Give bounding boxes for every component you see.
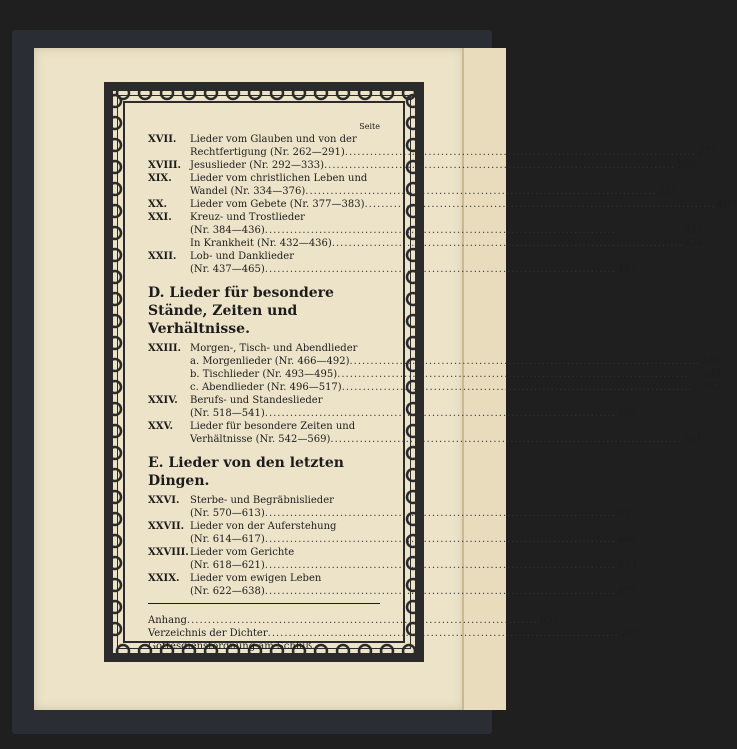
- toc-line: [190, 342, 722, 355]
- entry-text: [190, 172, 677, 198]
- toc-line-text: (Nr. 437—465): [190, 264, 265, 275]
- toc-line: [148, 614, 560, 627]
- page-number: 591: [683, 434, 703, 445]
- page-number: 697: [539, 615, 560, 626]
- page-number: 569: [617, 408, 637, 419]
- toc-entry: [148, 211, 704, 250]
- toc-line: [148, 640, 380, 653]
- toc-line-text: (Nr. 622—638): [190, 586, 265, 597]
- toc-line-text: Verhältnisse (Nr. 542—569): [190, 434, 331, 445]
- toc-line: [190, 433, 703, 446]
- toc-line-text: In Krankheit (Nr. 432—436): [190, 238, 332, 249]
- toc-line: [190, 546, 637, 559]
- toc-line-text: (Nr. 618—621): [190, 560, 265, 571]
- entry-text: [190, 198, 737, 211]
- knot-loop: [109, 95, 121, 107]
- toc-line: [190, 159, 696, 172]
- toc-line: [190, 198, 737, 211]
- dot-leader: [345, 146, 696, 159]
- knot-loop: [109, 447, 121, 459]
- entry-text: [190, 211, 704, 250]
- toc-line-text: Lieder von der Auferstehung: [190, 521, 337, 532]
- dot-leader: [265, 263, 616, 276]
- table-of-contents: [148, 122, 737, 653]
- toc-line-text: Lieder vom Gerichte: [190, 547, 295, 558]
- toc-line-text: Berufs- und Standeslieder: [190, 395, 323, 406]
- knot-loop: [109, 139, 121, 151]
- knot-loop: [381, 645, 393, 657]
- toc-entry: [148, 546, 637, 572]
- knot-loop: [109, 425, 121, 437]
- divider: [148, 603, 380, 604]
- toc-line: [148, 627, 640, 640]
- page-number: 679: [617, 586, 637, 597]
- dot-leader: [349, 355, 700, 368]
- entry-text: [190, 572, 637, 598]
- dot-leader: [268, 627, 619, 640]
- knot-loop: [109, 359, 121, 371]
- dot-leader: [305, 185, 656, 198]
- dot-leader: [337, 368, 700, 381]
- knot-loop: [109, 469, 121, 481]
- page-number: 673: [617, 560, 637, 571]
- toc-line: [190, 146, 717, 159]
- toc-line: [190, 585, 637, 598]
- dot-leader: [330, 433, 681, 446]
- knot-loop: [109, 249, 121, 261]
- toc-line: [190, 507, 637, 520]
- toc-line: [190, 420, 703, 433]
- dot-leader: [265, 407, 616, 420]
- toc-line-text: Lieder für besondere Zeiten und: [190, 421, 356, 432]
- knot-loop: [109, 161, 121, 173]
- toc-entry: [148, 159, 697, 172]
- toc-line: [190, 407, 637, 420]
- section-heading-d: D. Lieder für besondere Stände, Zeiten und Verhältnisse.: [148, 285, 334, 337]
- toc-entry: [148, 420, 703, 446]
- appendix-list: [148, 614, 640, 653]
- knot-loop: [205, 87, 217, 99]
- toc-line: [190, 533, 637, 546]
- toc-line-text: b. Tischlieder (Nr. 493—495): [190, 369, 338, 380]
- roman-numeral: XVII.: [148, 134, 177, 145]
- roman-numeral: XXVI.: [148, 495, 180, 506]
- toc-entry: [148, 172, 678, 198]
- toc-line: [190, 559, 637, 572]
- toc-entry: [148, 494, 637, 520]
- toc-line: [190, 520, 637, 533]
- section-heading-e: E. Lieder von den letzten Dingen.: [148, 455, 344, 489]
- toc-line-text: Lieder vom Glauben und von der: [190, 134, 357, 145]
- toc-line-text: Gottesdienstordnung am Schluß.: [148, 641, 316, 652]
- entry-text: [190, 420, 703, 446]
- page-number: 271: [697, 147, 717, 158]
- toc-line-text: (Nr. 570—613): [190, 508, 265, 519]
- entry-text: [190, 159, 696, 172]
- page-number: 545: [702, 369, 722, 380]
- toc-line-text: Jesuslieder (Nr. 292—333): [190, 160, 324, 171]
- toc-line-text: Rechtfertigung (Nr. 262—291): [190, 147, 345, 158]
- dot-leader: [187, 614, 538, 627]
- toc-entry: [148, 520, 637, 546]
- knot-loop: [407, 293, 419, 305]
- toc-entry: [148, 342, 722, 394]
- knot-loop: [109, 403, 121, 415]
- knot-loop: [407, 469, 419, 481]
- knot-loop: [109, 227, 121, 239]
- dot-leader: [265, 533, 616, 546]
- knot-loop: [227, 87, 239, 99]
- dot-leader: [265, 559, 616, 572]
- page-number: 713: [620, 628, 640, 639]
- knot-loop: [407, 315, 419, 327]
- dot-leader: [265, 585, 616, 598]
- page-number: 547: [702, 382, 722, 393]
- toc-line-text: Lieder vom ewigen Leben: [190, 573, 322, 584]
- knot-loop: [109, 535, 121, 547]
- toc-line: [190, 172, 677, 185]
- toc-line-text: a. Morgenlieder (Nr. 466—492): [190, 356, 350, 367]
- knot-loop: [183, 87, 195, 99]
- toc-line-text: Kreuz- und Trostlieder: [190, 212, 305, 223]
- toc-line-text: (Nr. 614—617): [190, 534, 265, 545]
- knot-loop: [359, 87, 371, 99]
- knot-loop: [109, 513, 121, 525]
- knot-loop: [139, 87, 151, 99]
- knot-loop: [117, 645, 129, 657]
- toc-line-text: Anhang: [148, 615, 187, 626]
- knot-loop: [109, 579, 121, 591]
- knot-loop: [109, 623, 121, 635]
- roman-numeral: XXII.: [148, 251, 177, 262]
- entry-text: [190, 250, 637, 276]
- toc-line: [190, 355, 722, 368]
- roman-numeral: XXV.: [148, 421, 174, 432]
- knot-loop: [109, 293, 121, 305]
- page-number: 519: [702, 356, 722, 367]
- page-number: 357: [658, 186, 678, 197]
- roman-numeral: XIX.: [148, 173, 172, 184]
- knot-loop: [403, 645, 415, 657]
- knot-loop: [109, 117, 121, 129]
- roman-numeral: XXVIII.: [148, 547, 189, 558]
- knot-loop: [109, 557, 121, 569]
- dot-leader: [265, 507, 616, 520]
- toc-entry: [148, 572, 637, 598]
- toc-entry: [148, 250, 637, 276]
- page-number: 617: [617, 508, 637, 519]
- page-number: 409: [717, 199, 737, 210]
- toc-line-text: Verzeichnis der Dichter: [148, 628, 268, 639]
- knot-loop: [109, 271, 121, 283]
- page-number: 417: [684, 225, 704, 236]
- entry-text: [190, 394, 637, 420]
- dot-leader: [324, 159, 675, 172]
- toc-entry: [148, 198, 737, 211]
- dot-leader: [364, 198, 715, 211]
- dot-leader: [332, 237, 683, 250]
- entry-text: [190, 133, 717, 159]
- knot-loop: [109, 337, 121, 349]
- dot-leader: [265, 224, 683, 237]
- toc-line: [190, 368, 722, 381]
- toc-line: [190, 133, 717, 146]
- toc-line: [190, 224, 704, 237]
- roman-numeral: XXIX.: [148, 573, 180, 584]
- toc-entry: [148, 133, 717, 159]
- roman-numeral: XXIV.: [148, 395, 178, 406]
- toc-line: [190, 185, 677, 198]
- knot-loop: [381, 87, 393, 99]
- knot-loop: [109, 315, 121, 327]
- knot-loop: [109, 491, 121, 503]
- toc-line-text: Wandel (Nr. 334—376): [190, 186, 306, 197]
- page-number: 669: [617, 534, 637, 545]
- toc-line-text: (Nr. 384—436): [190, 225, 265, 236]
- knot-loop: [407, 447, 419, 459]
- knot-loop: [109, 183, 121, 195]
- toc-line: [190, 394, 637, 407]
- knot-loop: [109, 205, 121, 217]
- knot-loop: [407, 601, 419, 613]
- roman-numeral: XXI.: [148, 212, 172, 223]
- dot-leader: [342, 381, 701, 394]
- knot-loop: [249, 87, 261, 99]
- roman-numeral: XXIII.: [148, 343, 182, 354]
- entry-text: [190, 546, 637, 572]
- knot-loop: [161, 87, 173, 99]
- toc-line: [190, 572, 637, 585]
- knot-loop: [315, 87, 327, 99]
- toc-line-text: Sterbe- und Begräbnislieder: [190, 495, 334, 506]
- toc-line: [190, 381, 722, 394]
- toc-line-text: Morgen-, Tisch- und Abendlieder: [190, 343, 358, 354]
- toc-list-d: [148, 342, 722, 446]
- page-number: 481: [617, 264, 637, 275]
- toc-line-text: Lieder vom Gebete (Nr. 377—383): [190, 199, 365, 210]
- roman-numeral: XVIII.: [148, 160, 182, 171]
- knot-loop: [337, 87, 349, 99]
- toc-line: [190, 263, 637, 276]
- toc-line: [190, 211, 704, 224]
- knot-loop: [109, 601, 121, 613]
- toc-list-e: [148, 494, 637, 598]
- page-column-header: Seite: [359, 122, 380, 131]
- knot-loop: [271, 87, 283, 99]
- toc-line-text: Lieder vom christlichen Leben und: [190, 173, 368, 184]
- toc-line: [190, 237, 704, 250]
- page-number: 309: [677, 160, 697, 171]
- knot-loop: [407, 117, 419, 129]
- knot-loop: [109, 381, 121, 393]
- entry-text: [190, 520, 637, 546]
- roman-numeral: XXVII.: [148, 521, 185, 532]
- roman-numeral: XX.: [148, 199, 167, 210]
- toc-line-text: (Nr. 518—541): [190, 408, 265, 419]
- toc-entry: [148, 394, 637, 420]
- toc-line: [190, 494, 637, 507]
- page-number: 474: [684, 238, 704, 249]
- knot-loop: [293, 87, 305, 99]
- toc-line: [190, 250, 637, 263]
- entry-text: [190, 342, 722, 394]
- toc-line-text: Lob- und Danklieder: [190, 251, 294, 262]
- entry-text: [190, 494, 637, 520]
- toc-list-c: [148, 133, 737, 276]
- toc-line-text: c. Abendlieder (Nr. 496—517): [190, 382, 342, 393]
